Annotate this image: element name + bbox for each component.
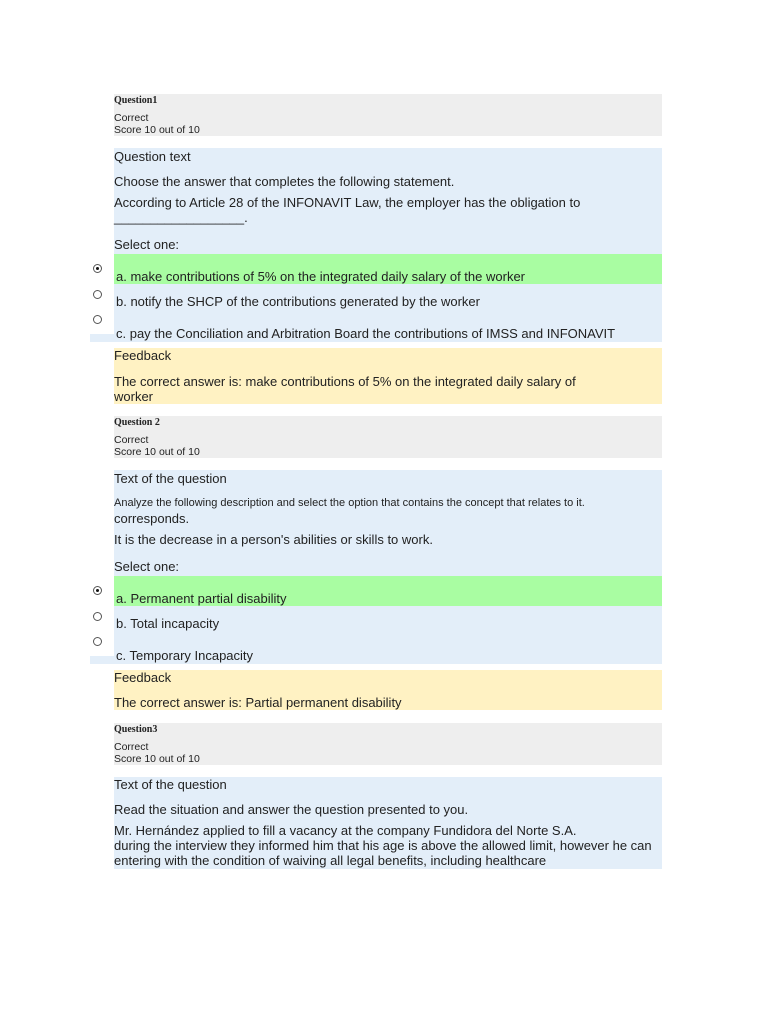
q1-feedback-line1: The correct answer is: make contributions of 5% on the integrated daily salary of	[114, 374, 576, 389]
q1-heading: Question text	[114, 149, 191, 164]
q3-body-line3: entering with the condition of waiving all legal benefits, including healthcare	[114, 853, 547, 868]
q2-info-box	[114, 416, 662, 458]
q3-body-line1: Mr. Hernández applied to fill a vacancy at the company Fundidora del Norte S.A.	[114, 823, 577, 838]
q1-radio-b[interactable]	[93, 290, 102, 299]
q2-heading: Text of the question	[114, 471, 227, 486]
q1-question-box	[114, 148, 662, 254]
q2-feedback-box	[114, 670, 662, 710]
q1-state: Correct	[114, 112, 149, 124]
q1-intro: Choose the answer that completes the following statement.	[114, 174, 455, 189]
q3-score: Score 10 out of 10	[114, 753, 200, 765]
q2-question-box	[114, 470, 662, 576]
q2-option-c-label[interactable]: c. Temporary Incapacity	[116, 648, 254, 663]
q1-option-b-label[interactable]: b. notify the SHCP of the contributions generated by the worker	[116, 294, 480, 309]
q2-intro-line1: Analyze the following description and select the option that contains the concept that relates to it.	[114, 497, 585, 509]
q2-feedback-title: Feedback	[114, 670, 172, 685]
q1-info-box	[114, 94, 662, 136]
q2-option-b-label[interactable]: b. Total incapacity	[116, 616, 220, 631]
q3-question-box	[114, 777, 662, 869]
q2-number: Question 2	[114, 417, 160, 428]
q1-radio-a[interactable]	[93, 264, 102, 273]
q2-select-label: Select one:	[114, 559, 180, 574]
q1-number: Question1	[114, 95, 158, 106]
q2-feedback-text: The correct answer is: Partial permanent disability	[114, 695, 402, 710]
q1-select-label: Select one:	[114, 237, 180, 252]
q2-radio-a[interactable]	[93, 586, 102, 595]
q3-number: Question3	[114, 724, 158, 735]
q2-score: Score 10 out of 10	[114, 446, 200, 458]
q3-state: Correct	[114, 741, 149, 753]
q1-feedback-title: Feedback	[114, 348, 172, 363]
q3-heading: Text of the question	[114, 777, 227, 792]
q1-score: Score 10 out of 10	[114, 124, 200, 136]
q2-option-a-label[interactable]: a. Permanent partial disability	[116, 591, 287, 606]
q1-body-line1: According to Article 28 of the INFONAVIT Law, the employer has the obligation to	[114, 195, 581, 210]
q3-body-line2: during the interview they informed him that his age is above the allowed limit, however he can	[114, 838, 652, 853]
q3-intro: Read the situation and answer the question presented to you.	[114, 802, 469, 817]
q1-radio-c[interactable]	[93, 315, 102, 324]
q2-intro-line2: corresponds.	[114, 511, 190, 526]
q2-state: Correct	[114, 434, 149, 446]
q1-body-line2: __________________.	[114, 210, 248, 225]
q2-radio-b[interactable]	[93, 612, 102, 621]
q3-info-box	[114, 723, 662, 765]
q2-body: It is the decrease in a person's abilities or skills to work.	[114, 532, 433, 547]
q1-feedback-box	[114, 348, 662, 404]
q1-option-a-label[interactable]: a. make contributions of 5% on the integrated daily salary of the worker	[116, 269, 525, 284]
q2-radio-c[interactable]	[93, 637, 102, 646]
q1-feedback-line2: worker	[114, 389, 154, 404]
q1-option-c-label[interactable]: c. pay the Conciliation and Arbitration Board the contributions of IMSS and INFONAVIT	[116, 326, 616, 341]
